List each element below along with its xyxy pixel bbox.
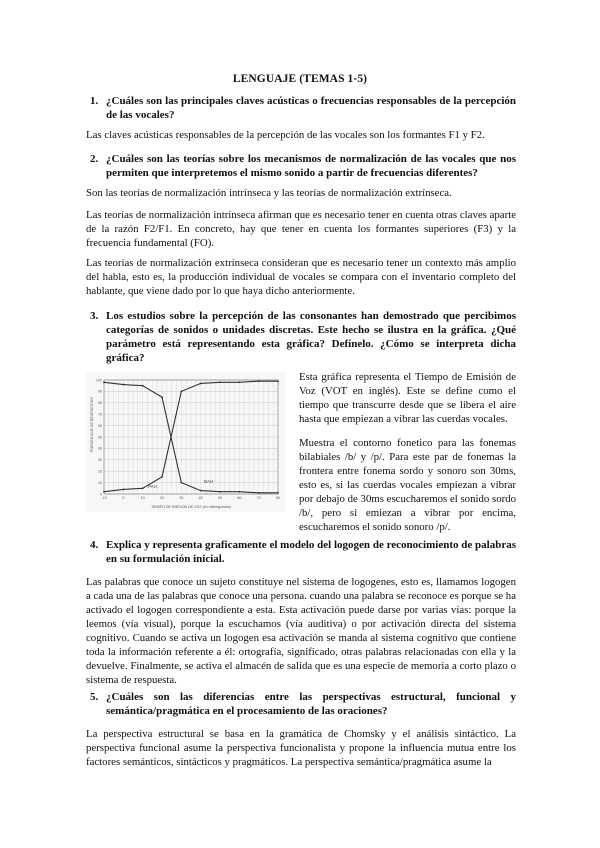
chart-label-bah: BAH (204, 479, 214, 484)
y-tick-label: 40 (98, 446, 102, 451)
question-2 (90, 152, 516, 180)
answer-2-intrinsic: Las teorías de normalización intrínseca afirman que es necesario tener en cuenta otras claves aparte de la razón F2/F1. En concreto, hay que tener en cuenta los formantes superiores (F3) y la frecuencia fundamental (FO). (86, 209, 516, 249)
data-point-bah (142, 487, 144, 489)
data-point-pah (122, 384, 124, 386)
question-text: ¿Cuáles son las principales claves acústicas o frecuencias responsables de la percepción de las vocales? (106, 95, 516, 121)
answer-5: La perspectiva estructural se basa en la gramática de Chomsky y el análisis sintáctico. La perspectiva funcional asume la perspectiva funcionalista y propone la influencia mutua entre los factores semánticos, sintácticos y pragmáticos. La perspectiva semántica/pragmática asume la (86, 728, 516, 768)
answer-3-definition: Esta gráfica representa el Tiempo de Emisión de Voz (VOT en inglés). Este se define como el tiempo que transcurre desde que se libera el aire hasta que empiezan a vibrar las cuerdas vocales. (299, 371, 516, 425)
data-point-pah (142, 385, 144, 387)
x-tick-label: 20 (160, 496, 164, 500)
data-point-bah (103, 491, 105, 493)
data-point-pah (277, 492, 279, 494)
question-text: Explica y representa graficamente el modelo del logogen de reconocimiento de palabras en su formulación inicial. (106, 539, 516, 565)
question-number: 2. (90, 153, 99, 165)
data-point-bah (277, 380, 279, 382)
x-tick-label: 80 (276, 496, 280, 500)
question-text: Los estudios sobre la percepción de las consonantes han demostrado que percibimos categorías de sonidos o unidades discretas. Este hecho se ilustra en la gráfica. ¿Qué parámetro está representando esta gráfica? Defínelo. ¿Cómo se interpreta dicha gráfica? (106, 310, 516, 364)
data-point-pah (161, 396, 163, 398)
x-tick-label: 60 (237, 496, 242, 500)
x-tick-label: 40 (198, 496, 203, 500)
y-tick-label: 100 (96, 378, 102, 383)
data-point-pah (238, 491, 240, 493)
x-tick-label: -10 (101, 496, 107, 500)
question-text: ¿Cuáles son las teorías sobre los mecanismos de normalización de las vocales que nos permiten que interpretemos el mismo sonido a partir de frecuencias diferentes? (106, 153, 516, 179)
data-point-pah (219, 491, 221, 493)
answer-2-extrinsic: Las teorías de normalización extrínseca consideran que es necesario tener un contexto más amplio del habla, esto es, la producción individual de vocales se compara con el inventario completo del hablante, que viene dado por lo que haya dicho anteriormente. (86, 257, 516, 297)
x-tick-label: 30 (179, 496, 184, 500)
data-point-bah (122, 489, 124, 491)
answer-1: Las claves acústicas responsables de la percepción de las vocales son los formantes F1 y F2. (86, 129, 485, 141)
y-tick-label: 30 (98, 458, 102, 463)
question-3 (90, 309, 516, 365)
data-point-pah (200, 490, 202, 492)
question-5 (90, 690, 516, 718)
x-tick-label: 50 (218, 496, 222, 500)
question-number: 4. (90, 539, 99, 551)
data-point-bah (219, 381, 221, 383)
chart-x-label: TIEMPO DE EMISION DE VOZ (en milisegundos) (151, 505, 231, 509)
data-point-bah (238, 381, 240, 383)
chart-background (86, 372, 286, 512)
y-tick-label: 60 (98, 423, 102, 428)
y-tick-label: 80 (98, 401, 102, 406)
question-number: 5. (90, 691, 99, 703)
answer-4: Las palabras que conoce un sujeto constituye nel sistema de logogenes, esto es, llamamos logogen a cada una de las palabras que conoce una persona. cuando una palabra se reconoce es porque se ha activado el logogen correspondiente a esta. Esta activación puede darse por varias vías: porque la leemos (vía visual), porque la escuchamos (vía auditiva) o por activación directa del sistema cognitivo. Cuando se activa un logogen esa activación se manda al sistema cognitivo que contiene toda la información referente a él: ortografía, significado, otras palabras relacionadas con ella y la devuelve. Finalmente, se activa el almacén de salida que es una especie de memoria a corto plazo o sistema de respuesta. (86, 576, 516, 686)
x-tick-label: 70 (256, 496, 261, 500)
answer-2-intro: Son las teorías de normalización intrínseca y las teorías de normalización extrínseca. (86, 187, 452, 199)
data-point-pah (180, 482, 182, 484)
question-number: 1. (90, 95, 99, 107)
y-tick-label: 90 (98, 389, 102, 394)
question-4 (90, 538, 516, 566)
y-tick-label: 70 (98, 412, 102, 417)
y-tick-label: 20 (98, 469, 102, 474)
y-tick-label: 50 (98, 435, 102, 440)
data-point-bah (258, 380, 260, 382)
y-tick-label: 10 (98, 480, 102, 485)
vot-chart (86, 372, 286, 512)
question-text: ¿Cuáles son las diferencias entre las perspectivas estructural, funcional y semántica/pragmática en el procesamiento de las oraciones? (106, 691, 516, 717)
question-1 (90, 94, 516, 122)
question-number: 3. (90, 310, 99, 322)
x-tick-label: 10 (140, 496, 145, 500)
data-point-pah (103, 381, 105, 383)
x-tick-label: 0 (122, 496, 125, 500)
chart-label-pah: PAH (148, 484, 157, 489)
data-point-bah (200, 383, 202, 385)
y-tick-label: 0 (100, 492, 102, 497)
chart-y-label: PORCENTAJE DE RESPUESTAS (90, 397, 94, 452)
answer-3-interpretation: Muestra el contorno fonetico para las fonemas bilabiales /b/ y /p/. Para este par de fonemas la frontera entre fonema sordo y sonoro son 30ms, esto es, si las cuerdas vocales empiezan a vibrar por debajo de 30ms escucharemos el sonido sordo /b/, pero si emiezan a vibrar por encima, escucharemos el sonido sonoro /p/. (299, 437, 516, 533)
document-title: LENGUAJE (TEMAS 1-5) (232, 73, 368, 85)
data-point-pah (258, 492, 260, 494)
data-point-bah (161, 476, 163, 478)
data-point-bah (180, 391, 182, 393)
